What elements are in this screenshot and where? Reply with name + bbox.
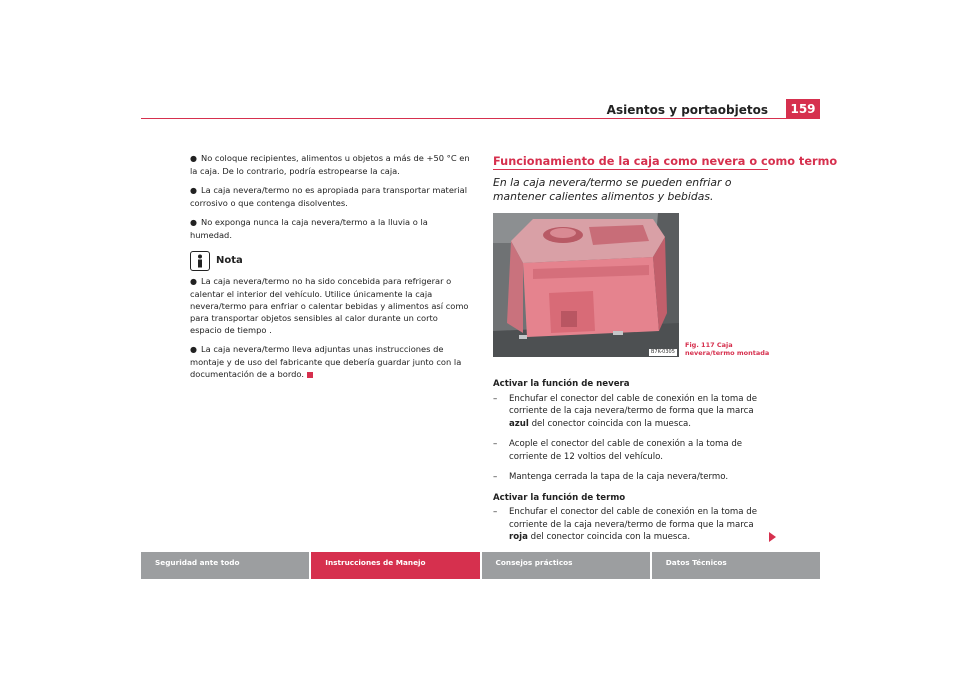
dash: – [493,439,498,449]
note-label: Nota [216,255,243,266]
page-header-title: Asientos y portaobjetos [606,103,768,117]
warning-bullet: ● No exponga nunca la caja nevera/termo a la lluvia o la humedad. [190,217,428,240]
footer-tab-instrucciones[interactable]: Instrucciones de Manejo [311,552,479,579]
fridge-step: – Mantenga cerrada la tapa de la caja nevera/termo. [493,472,729,482]
thermo-step: – Enchufar el conector del cable de conexión en la toma de corriente de la caja nevera/termo de forma que la marca roja del conector coincida con la muesca. [493,507,758,542]
cooler-box-figure [493,213,679,357]
dash: – [493,393,498,404]
bullet-icon: ● [190,218,197,227]
blue-mark-label: azul [509,418,529,429]
bullet-icon: ● [190,277,197,286]
bullet-icon: ● [190,186,197,195]
note-bullet: ● La caja nevera/termo no ha sido concebida para refrigerar o calentar el interior del vehículo. Utilice únicamente la caja nevera/termo para enfriar o calentar bebidas y alimentos así como para transportar objetos sensibles al calor durante un corto espacio de tiempo . [190,276,469,335]
footer-tab-seguridad[interactable]: Seguridad ante todo [141,552,309,579]
figure-code: B7K-0305 [651,349,675,355]
footer-tab-consejos[interactable]: Consejos prácticos [482,552,650,579]
info-icon [190,251,210,271]
warning-bullet: ● No coloque recipientes, alimentos u objetos a más de +50 °C en la caja. De lo contrario, podría estropearse la caja. [190,153,470,176]
note-header [190,251,470,271]
header-rule [141,118,820,119]
section-rule [493,169,768,170]
dash: – [493,472,498,482]
fridge-step: – Enchufar el conector del cable de conexión en la toma de corriente de la caja nevera/termo de forma que la marca azul del conector coincida con la muesca. [493,393,758,429]
right-column [493,378,773,552]
note-bullet: ● La caja nevera/termo lleva adjuntas unas instrucciones de montaje y de uso del fabricante que debería guardar junto con la documentación de a bordo. [190,344,462,379]
warning-bullet: ● La caja nevera/termo no es apropiada para transportar material corrosivo o que contenga disolventes. [190,185,468,208]
left-column [190,152,470,387]
dash: – [493,507,498,517]
fridge-heading: Activar la función de nevera [493,379,630,389]
red-mark-label: roja [509,532,528,542]
footer-tab-datos[interactable]: Datos Técnicos [652,552,820,579]
section-title: Funcionamiento de la caja como nevera o como termo [493,155,838,168]
page-number: 159 [786,99,820,119]
thermo-heading: Activar la función de termo [493,492,626,503]
figure-caption [685,341,769,357]
fridge-step: – Acople el conector del cable de conexión a la toma de corriente de 12 voltios del vehículo. [493,439,743,462]
figure-caption-line1: Fig. 117 Caja [685,341,733,349]
figure-caption-line2: nevera/termo montada [685,349,770,357]
next-page-arrow-icon[interactable] [769,532,776,542]
footer-nav [141,552,820,579]
section-end-icon [307,372,313,378]
section-intro: En la caja nevera/termo se pueden enfriar o mantener calientes alimentos y bebidas. [493,176,732,203]
bullet-icon: ● [190,345,197,354]
bullet-icon: ● [190,154,197,163]
